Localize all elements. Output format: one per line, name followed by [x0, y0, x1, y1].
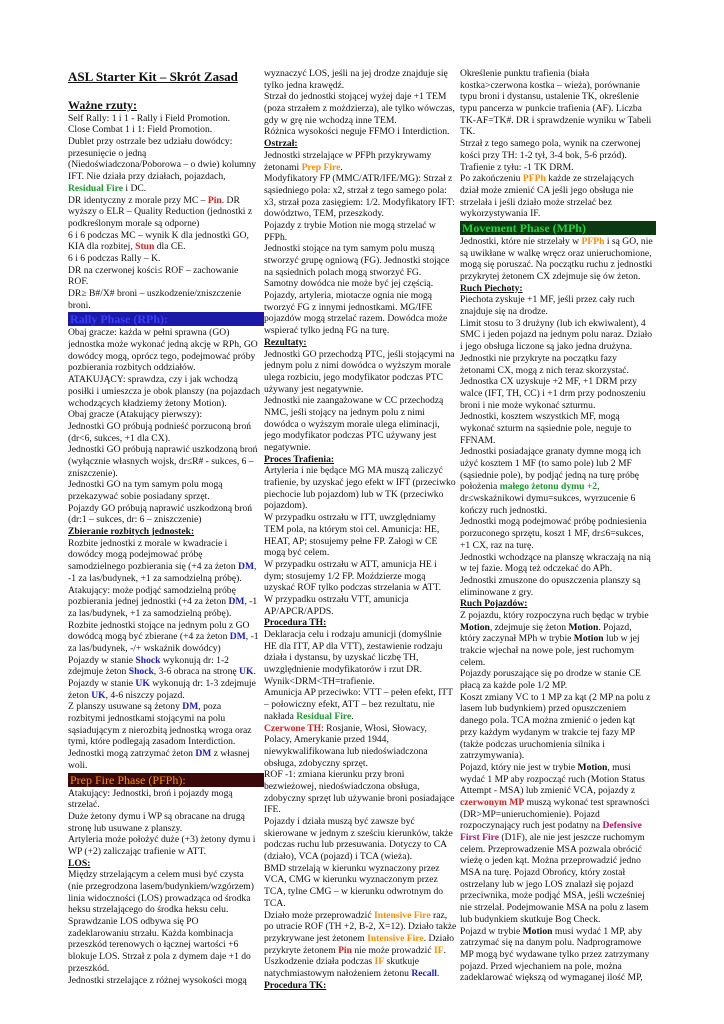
text-line: TCA, tylne CMG – w kierunku odwrotnym do [264, 886, 444, 898]
text-line: podkreślonym morale są odporne) [68, 217, 200, 229]
text-line: lub budynkiem skutkuje Bog Check. [460, 913, 601, 925]
text-line: Jednostki strzelające w PFPh przykrywamy [264, 149, 432, 161]
text-line: Jednostki posiadające granaty dymne mogą ich [460, 446, 641, 458]
text-line: dowódcy mogą podejmować próbę [68, 549, 203, 561]
text-line: rozbitymi jednostkami stojącymi na polu [68, 713, 226, 725]
heading-los: LOS: [68, 857, 91, 869]
text-line: danego pola. TCA można zmienić o jeden kąt [460, 715, 636, 727]
first-fire-term: First Fire [460, 832, 499, 843]
text-line: przykryte żetonem Pin nie może prowadzić IF. [264, 944, 446, 956]
text-line: przeszkód terenowych o łącznej wartości +6 [68, 939, 239, 951]
text-line: Piechota zyskuje +1 MF, jeśli przez cały ruch [460, 294, 635, 306]
text-line: jego modyfikator podczas PTC używany jest [264, 430, 437, 442]
text-line: samodzielnego pozbierania się (+4 za żeton DM, [68, 561, 257, 573]
text-line: uwzględnienie modyfikatorów i rzut DR. [264, 664, 422, 676]
text-line: heksu strzelającego do środka heksu celu. [68, 904, 229, 916]
text-line: dowództwo, TEM, przeszkody. [264, 208, 384, 220]
text-line: Attempt - MSA) lub zmienić VCA, pojazdy z [460, 785, 636, 797]
text-line: broni. [68, 299, 91, 311]
text-line: negatywnie. [264, 442, 311, 453]
text-line: skierowane w jednym z sześciu kierunków, także [264, 827, 453, 839]
text-line: SMC i jeden pojazd na jednym polu naraz. Działo [460, 329, 653, 341]
text-line: tylko jedna krawędź. [264, 79, 345, 91]
text-line: strzelać. [68, 799, 100, 811]
text-line: Strzał z tego samego pola, wynik na czerwonej [460, 138, 641, 150]
text-line: IFE. [264, 804, 281, 816]
text-line: Jednostki strzelające z różnej wysokości mogą [68, 974, 247, 986]
text-line: TK-AF=TK#. DR i sprawdzenie wyniku w Tabeli [460, 114, 652, 126]
recall-term: Recall [411, 967, 437, 979]
text-line: użyć kosztem 1 MF (to samo pole) lub 2 MF [460, 458, 632, 469]
text-line: Self Rally: 1 i 1 - Rally i Field Promotion. [68, 112, 231, 124]
text-line: Samotny dowódca nie może być jej częścią. [264, 278, 434, 290]
text-line: DR identyczny z morale przy MC – Pin. DR [68, 194, 240, 206]
text-line: za las/budynek, -/+ wskaźnik dowódcy) [68, 642, 221, 654]
text-line: Pojazdy w stanie UK wykonują dr: 1-3 zdejmuje [68, 678, 256, 689]
text-line: ROF. [68, 276, 89, 288]
text-line: dowódcy mogą, oprócz tego, podejmować próby [68, 350, 256, 362]
text-line: Modyfikatory FP (MMC/ATR/IFE/MG): Strzał z [264, 173, 453, 185]
text-line: Pojazdy poruszające się po drodze w stanie CE [460, 668, 641, 680]
intensive-fire-term: Intensive Fire [374, 909, 431, 921]
motion-term: Motion [460, 621, 490, 633]
text-line: są uwikłane w walkę wręcz oraz unieruchomione, [460, 247, 652, 259]
text-line: zatrzymywania). [460, 750, 525, 762]
dm-term: DM [228, 596, 245, 608]
text-line: broni i nie może wykonać szturmu. [460, 399, 596, 411]
text-line: na sąsiednich polach mogą stworzyć FG. [264, 266, 422, 278]
text-line: Pojazd, który nie jest w trybie Motion, musi [460, 761, 631, 773]
text-line: bezwieżowej, niedoświadczona obsługa, [264, 780, 420, 792]
czerwonym-mp-term: czerwonym MP [460, 796, 525, 808]
text-line: przykrywane jest żetonem Intensive Fire. Działo [264, 932, 455, 944]
heading-rezultaty: Rezultaty: [264, 336, 307, 348]
text-line: sąsiadującym z nierozbitą jednostką wroga oraz [68, 724, 252, 736]
text-line: wyznaczyć LOS, jeśli na jej drodze znajduje się [264, 68, 448, 79]
uk-term: UK [91, 689, 106, 701]
shock-term: Shock [128, 666, 154, 678]
text-line: typu broni i dystansu, ustalenie TK, określenie [460, 91, 639, 103]
text-line: Dublet przy ostrzale bez udziału dowódcy: [68, 136, 233, 148]
text-line: (poza strzałem z możdzierza), ale tylko wówczas, [264, 103, 455, 115]
text-line: zatrzymać się na danym polu. Nadprogramowe [460, 937, 642, 949]
text-line: kości przy TH: 1-2 tył, 3-4 bok, 5-6 przód). [460, 149, 627, 161]
text-line: Polacy, Amerykanie przed 1944, [264, 734, 389, 746]
text-line: Działo może przeprowadzić Intensive Fire raz, [264, 909, 448, 921]
text-line: jednym polu z nimi dowódca o wyższym morale [264, 360, 451, 372]
text-line: (Niedoświadczona/Poborowa – o dwie) kolumny [68, 159, 257, 171]
text-line: dr≤wskaźnikowi dymu=sukces, wyrzucenie 6 [460, 493, 636, 505]
text-line: Uszkodzenie działa podczas IF skutkuje [264, 956, 420, 968]
text-line: woli. [68, 759, 88, 771]
text-line: -1 za las/budynek, +1 za samodzielną próbę). [68, 572, 242, 584]
text-line: linia widoczności (LOS) prowadząca od środka [68, 892, 251, 904]
text-line: Między strzelającym a celem musi być czysta [68, 869, 244, 881]
text-line: pojazd. Przed wjechaniem na pole, można [460, 960, 622, 972]
text-line: dział może zmienić CA jeśli jego obsługa nie [460, 184, 634, 196]
text-line: Jednostka CX uzyskuje +2 MF, +1 DRM przy [460, 376, 637, 388]
text-line: (wyłącznie własnych wojsk, dr≤R# - sukces, 6 – [68, 455, 254, 467]
text-line: (dr:1 – sukces, dr: 6 – zniszczenie) [68, 514, 202, 526]
text-line: Czerwone TH: Rosjanie, Włosi, Słowacy, [264, 722, 427, 734]
text-line: W przypadku ostrzału VTT, amunicja [264, 593, 409, 605]
residual-fire-term: Residual Fire [296, 710, 352, 722]
heading-zbieranie: Zbieranie rozbitych jednostek: [68, 526, 195, 538]
text-line: wieżę o jeden kąt. Można przeprowadzić jedno [460, 855, 641, 867]
if-term: IF [433, 944, 444, 956]
text-line: nie strzelał. Podejmowanie MSA na polu z lasem [460, 902, 649, 914]
text-line: piechocie lub pojazdom) lub w TK (przeciwko [264, 488, 444, 500]
text-line: DR≥ B#/X# broni – uszkodzenie/zniszczenie [68, 288, 242, 299]
text-line: przeszkód. [68, 962, 110, 974]
text-line: Artyleria i nie będące MG MA muszą zaliczyć [264, 465, 443, 477]
text-line: zdejmuje żeton Shock, 3-6 obraca na stronę UK. [68, 666, 256, 678]
section-band-movement-phase: Movement Phase (MPh) [460, 221, 656, 235]
text-line: przy każdym wydanym w trakcie tej fazy MP [460, 726, 636, 738]
text-line: HEAT, AP; stosujemy pełne FP. Załogi w CE [264, 535, 438, 547]
text-line: Pojazdy i działa muszą być zawsze być [264, 816, 415, 827]
text-line: pozbierania jednej jednostki (+4 za żeton DM, -1 [68, 596, 258, 608]
text-line: Określenie punktu trafienia (biała [460, 68, 590, 79]
text-line: WP (+2) zaliczając trafienie w ATT. [68, 845, 207, 857]
text-line: dowódca o wyższym morale ulega eliminacji, [264, 418, 440, 430]
text-line: po utracie ROF (TH +2, B-2, X=12). Działo także [264, 921, 457, 933]
text-line: Pojazdy GO próbują naprawić uszkodzoną broń [68, 502, 253, 514]
text-line: MSA na turę. Pojazd Obrońcy, który został [460, 867, 626, 879]
text-line: Deklaracja celu i rodzaju amunicji (domyślnie [264, 629, 442, 640]
motion-term: Motion [522, 925, 553, 937]
text-line: Pojazd w trybie Motion musi wydać 1 MP, aby [460, 925, 643, 937]
text-line: Różnica wysokości neguje FFMO i Interdiction. [264, 126, 450, 138]
text-line: trakcie wjechał na nowe pole, jest ruchomym [460, 645, 634, 656]
text-line: ROF -1: zmiana kierunku przy broni [264, 769, 405, 781]
text-line: celem. Przeprowadzenie MSA pozwala obrócić [460, 843, 642, 855]
text-line: gdy w grę nie wchodzą inne TEM. [264, 114, 397, 126]
text-line: Rozbite jednostki z morale w kwadracie i [68, 537, 228, 549]
text-line: celem. [460, 656, 486, 668]
text-line: dowódcą mogą być zbierane (+4 za żeton DM, -1 [68, 631, 259, 643]
text-line: walce (IFT, TH, CC) i +1 drm przy podnoszeniu [460, 387, 646, 399]
text-line: kostka>czerwona kostka – wieża), porównanie [460, 79, 640, 91]
text-line: wchodzących kładziemy żetony Motion). [68, 397, 227, 409]
text-line: ostrzelany lub w jego LOS znalazł się pojazd [460, 878, 634, 890]
dm-term: DM [182, 701, 199, 713]
text-line: sąsiedniego pola: x2, strzał z tego samego pola: [264, 184, 447, 196]
text-line: PFPh. [264, 231, 288, 243]
text-line: za las/budynek, +1 za samodzielną próbę). [68, 607, 232, 619]
uk-term: UK [135, 678, 150, 689]
prep-fire-term: Prep Fire [301, 161, 341, 173]
text-line: obsługa, zdobyczny sprzęt. [264, 757, 368, 769]
text-line: 6 i 6 podczas Rally – K. [68, 252, 161, 264]
text-line: położenia małego żetonu dymu +2, [460, 481, 600, 493]
text-line: Z planszy usuwane są żetony DM, poza [68, 701, 222, 713]
text-line: (nie przegrodzona lasem/budynkiem/wzgórzem) [68, 881, 254, 892]
text-line: działa i dystansu, by uzyskać liczbę TH, [264, 652, 419, 664]
text-line: mogą być celem. [264, 547, 330, 559]
text-line: przekazywać sobie posiadany sprzęt. [68, 491, 210, 502]
text-line: +1 CX, raz na turę. [460, 539, 534, 551]
text-line: wyższy o ELR – Quality Reduction (jednostki z [68, 206, 253, 218]
text-line: i jego obsługa liczone są jako jedna drużyna. [460, 341, 633, 353]
text-line: typu pancerza w punkcie trafienia (AF). Liczba [460, 103, 642, 115]
text-line: znajduje się na drodze. [460, 306, 548, 318]
text-line: x3, strzał poza zasięgiem: 1/2. Modyfikatory IFT: [264, 196, 455, 208]
motion-term: Motion [573, 633, 604, 645]
text-line: tworzyć FG z innymi jednostkami. MG/IFE [264, 301, 433, 313]
text-line: posiłki i umieszcza je obok planszy (na pojazdach [68, 385, 261, 397]
text-line: Jednostki GO próbują naprawić uszkodzoną broń [68, 444, 258, 456]
section-band-prep-fire-phase: Prep Fire Phase (PFPh): [68, 773, 264, 787]
heading-procedura-tk: Procedura TK: [264, 979, 327, 991]
uk-term: UK [239, 666, 254, 678]
column-3 [460, 68, 656, 984]
text-line: Pojazdy w stanie Shock wykonują dr: 1-2 [68, 654, 229, 666]
text-line: AP/APCR/APDS. [264, 605, 334, 617]
text-line: KIA dla rozbitej, Stun dla CE. [68, 241, 186, 253]
text-line: Wynik<DRM<TH=trafienie. [264, 675, 375, 687]
text-line: żeton UK, 4-6 niszczy pojazd. [68, 689, 185, 701]
text-line: Jednostki wchodzące na planszę wkraczają na nią [460, 551, 651, 563]
text-line: Koszt zmiany VC to 1 MP za kąt (2 MP na polu z [460, 691, 651, 703]
text-line: Motion, zdejmuje się żeton Motion. Pojazd, [460, 621, 632, 633]
pin-term: Pin [207, 194, 222, 206]
text-line: (sąsiednie pole), by podjąć jedną na turę próbę [460, 469, 640, 481]
text-line: Obaj gracze (Atakujący pierwszy): [68, 409, 202, 421]
text-line: wykonać szturm na sąsiednie pole, neguje to [460, 422, 632, 434]
column-2 [264, 68, 460, 991]
text-line: Jednostki, które nie strzelały w PFPh i są GO, nie [460, 235, 653, 247]
text-line: mogą się poruszać. Na początku ruchu z jednostki [460, 259, 653, 271]
text-line: Pojazdy, artyleria, miotacze ognia nie mogą [264, 290, 433, 302]
pfph-term: PFPh [581, 235, 605, 247]
dm-term: DM [229, 631, 246, 643]
text-line: Amunicja AP przeciwko: VTT – pełen efekt, ITT [264, 687, 453, 699]
text-line: jednostka może wykonać jedną akcję w RPh, GO [68, 339, 258, 351]
text-line: przeciwnika, może podjąć MSA, jeśli wcześniej [460, 890, 645, 902]
text-line: TCA. [264, 897, 286, 909]
text-line: Pojazdy z trybie Motion nie mogą strzelać w [264, 219, 436, 231]
text-line: ulega rozbiciu, jego modyfikator podczas PTC [264, 371, 444, 383]
text-line: Jednostki GO próbują podnieść porzuconą broń [68, 420, 252, 432]
text-line: VCA, CMG w kierunku wyznaczonym przez [264, 874, 438, 886]
text-line: niewykwalifikowana lub niedoświadczona [264, 745, 428, 757]
text-line: W przypadku ostrzału w ATT, amunicja HE i [264, 558, 437, 570]
text-line: (działo), VCA (pojazd) i TCA (wieża). [264, 851, 413, 863]
dm-term: DM [238, 561, 255, 573]
shock-term: Shock [135, 654, 161, 666]
heading-ruch-piechoty: Ruch Piechoty: [460, 282, 523, 294]
residual-fire-term: Residual Fire [68, 182, 123, 194]
text-line: podczas ruchu lub przesuwania. Dotyczy to CA [264, 839, 448, 851]
text-line: Jednostki, kosztem wszystkich MF, mogą [460, 411, 620, 423]
defensive-term: Defensive [602, 820, 642, 832]
text-line: blokuje LOS. Strzał z pola z dymem daje +1 do [68, 951, 251, 963]
dm-term: DM [195, 748, 212, 760]
text-line: Artyleria może położyć duże (+3) żetony dymu i [68, 834, 256, 846]
text-line: Atakujący: Jednostki, broń i pojazdy mogą [68, 787, 233, 799]
text-line: Jednostki nie zaangażowane w CC przechodzą [264, 395, 444, 407]
text-line: trafienie, by uzyskać jego efekt w IFT (przeciwko [264, 477, 456, 489]
text-line: Rozbite jednostki stojące na jednym polu z GO [68, 619, 250, 631]
text-line: stworzyć grupę ogniową (FG). Jednostki stojące [264, 255, 450, 266]
text-line: używany jest negatywnie. [264, 383, 364, 395]
text-line: Z pojazdu, który rozpoczyna ruch będąc w trybie [460, 609, 649, 621]
heading-ruch-pojazdow: Ruch Pojazdów: [460, 598, 528, 610]
text-line: IFT. Nie działa przy działach, pojazdach, [68, 171, 226, 183]
text-line: stronę lub usuwane z planszy. [68, 822, 183, 834]
heading-wazne-rzuty: Ważne rzuty: [68, 97, 137, 112]
text-line: żetonami Prep Fire. [264, 161, 343, 173]
text-line: żetonami CX, mogą z nich teraz skorzystać. [460, 364, 629, 376]
text-line: czerwonym MP muszą wykonać test sprawności [460, 796, 650, 808]
text-line: ATAKUJĄCY: sprawdza, czy i jak wchodzą [68, 374, 238, 386]
text-line: HE dla ITT, AP dla VTT), zestawienie rodzaju [264, 640, 443, 652]
text-line: płacą za każde pole 1/2 MP. [460, 680, 568, 692]
if-term: IF [374, 956, 385, 968]
text-line: pojazdów mogą strzelać razem. Dowódca może [264, 313, 448, 325]
text-line: zniszczenie). [68, 467, 118, 479]
motion-term: Motion [568, 621, 599, 633]
text-line: przesunięcie o jedną [68, 147, 147, 159]
text-line: Residual Fire i DC. [68, 182, 147, 194]
text-line: Trafienie z tyłu: -1 TK DRM. [460, 161, 574, 173]
motion-term: Motion [577, 761, 608, 773]
text-line: (DR>MP=unieruchomienie). Pojazd [460, 808, 600, 820]
text-line: który zaczynał MPh w trybie Motion lub w jej [460, 633, 640, 645]
czerwone-th-term: Czerwone TH [264, 722, 322, 734]
text-line: wspierać tylko jedną FG na turę. [264, 325, 390, 337]
text-line: Jednostki mogą podejmować próbę podniesienia [460, 516, 647, 528]
text-line: 6 i 6 podczas MC – wynik K dla jednostki GO, [68, 229, 249, 241]
text-line: pozbierania rozbitych oddziałów. [68, 362, 196, 374]
stun-term: Stun [135, 241, 155, 253]
text-line: DR na czerwonej kości≤ ROF – zachowanie [68, 264, 239, 276]
text-line: dym; stosujemy 1/2 FP. Moździerze mogą [264, 570, 426, 582]
text-line: (także podczas uruchomienia silnika i [460, 738, 605, 750]
text-line: Jednostki zmuszone do opuszczenia planszy są [460, 574, 641, 586]
heading-ostrzal: Ostrzał: [264, 138, 298, 150]
text-line: przykrytej żetonem CX zdejmuje się ów żeton. [460, 271, 641, 282]
text-line: natychmiastowym nałożeniem żetonu Recall. [264, 967, 440, 979]
text-line: TEM pola, na którym stoi cel. Amunicja: HE, [264, 523, 440, 535]
text-line: porzuconego sprzętu, koszt 1 MF, dr≤6=sukces, [460, 528, 644, 540]
pin-term: Pin [338, 944, 352, 956]
text-line: Duże żetony dymu i WP są obracane na drugą [68, 810, 245, 822]
text-line: TK. [460, 126, 476, 138]
text-line: pojazdom). [264, 500, 308, 512]
column-1 [68, 68, 264, 986]
text-line: wykorzystywania IF. [460, 208, 541, 220]
text-line: uzyskać ROF tylko podczas strzelania w ATT. [264, 582, 441, 594]
text-line: Obaj gracze: każda w pełni sprawna (GO) [68, 327, 230, 339]
text-line: W przypadku ostrzału w ITT, uwzględniamy [264, 512, 436, 524]
text-line: First Fire (D1F), ale nie jest jeszcze ruchomym [460, 832, 645, 843]
text-line: w tej fazie. Mogą też odczekać do APh. [460, 563, 613, 575]
text-line: Sprawdzanie LOS odbywa się PO [68, 916, 199, 928]
text-line: Jednostki GO przechodzą PTC, jeśli stojącymi na [264, 348, 455, 360]
text-line: strzelała i jeśli działo może strzelać bez [460, 196, 612, 208]
text-line: eliminowane z gry. [460, 586, 534, 598]
text-line: Limit stosu to 3 drużyny (lub ich ekwiwalent), 4 [460, 317, 646, 329]
smoke-term: małego żetonu dymu +2 [499, 481, 598, 493]
text-line: Strzał do jednostki stojącej wyżej daje +1 TEM [264, 91, 447, 103]
pfph-term: PFPh [522, 173, 546, 185]
text-line: zadeklarowaniu strzału. Każda kombinacja [68, 927, 234, 939]
text-line: lasem lub budynkiem) przed opuszczeniem [460, 703, 627, 715]
text-line: NMC, jeśli stojący na jednym polu z nimi [264, 406, 425, 418]
text-line: zdobyczny sprzęt lub używanie broni posiadające [264, 792, 455, 804]
text-line: Jednostki stojące na tym samym polu muszą [264, 243, 435, 255]
text-line: (dr<6, sukces, +1 dla CX). [68, 432, 171, 444]
text-line: Atakujący: może podjąć samodzielną próbę [68, 584, 236, 596]
text-line: Close Combat 1 i 1: Field Promotion. [68, 124, 213, 136]
intensive-fire-term: Intensive Fire [367, 932, 424, 944]
heading-proces-trafienia: Proces Trafienia: [264, 453, 335, 465]
text-line: Jednostki GO na tym samym polu mogą [68, 479, 223, 491]
text-line: MP mogą być wydawane tylko przez zatrzymany [460, 948, 650, 960]
heading-procedura-th: Procedura TH: [264, 617, 327, 629]
text-line: Po zakończeniu PFPh każde ze strzelających [460, 173, 634, 185]
text-line: FFNAM. [460, 434, 496, 446]
text-line: zadeklarować większą od wymaganej ilość MP, [460, 972, 643, 984]
text-line: kończy ruch jednostki. [460, 504, 548, 516]
section-band-rally-phase: Rally Phase (RPh): [68, 312, 264, 326]
text-line: – połowiczny efekt, ATT – bez rezultatu, nie [264, 699, 435, 711]
text-line: BMD strzelają w kierunku wyznaczony przez [264, 862, 440, 874]
text-line: tymi, które podlegają zasadom Interdiction. [68, 736, 236, 748]
text-line: Jednostki nie przykryte na początku fazy [460, 352, 617, 364]
text-line: nakłada Residual Fire. [264, 710, 354, 722]
text-line: Jednostki mogą zatrzymać żeton DM z własnej [68, 748, 250, 760]
text-line: wydać 1 MP aby rozpocząć ruch (Motion Status [460, 773, 645, 785]
text-line: rozpoczynający ruch jest podatny na Defensive [460, 820, 642, 832]
document-title: ASL Starter Kit – Skrót Zasad [68, 69, 238, 84]
